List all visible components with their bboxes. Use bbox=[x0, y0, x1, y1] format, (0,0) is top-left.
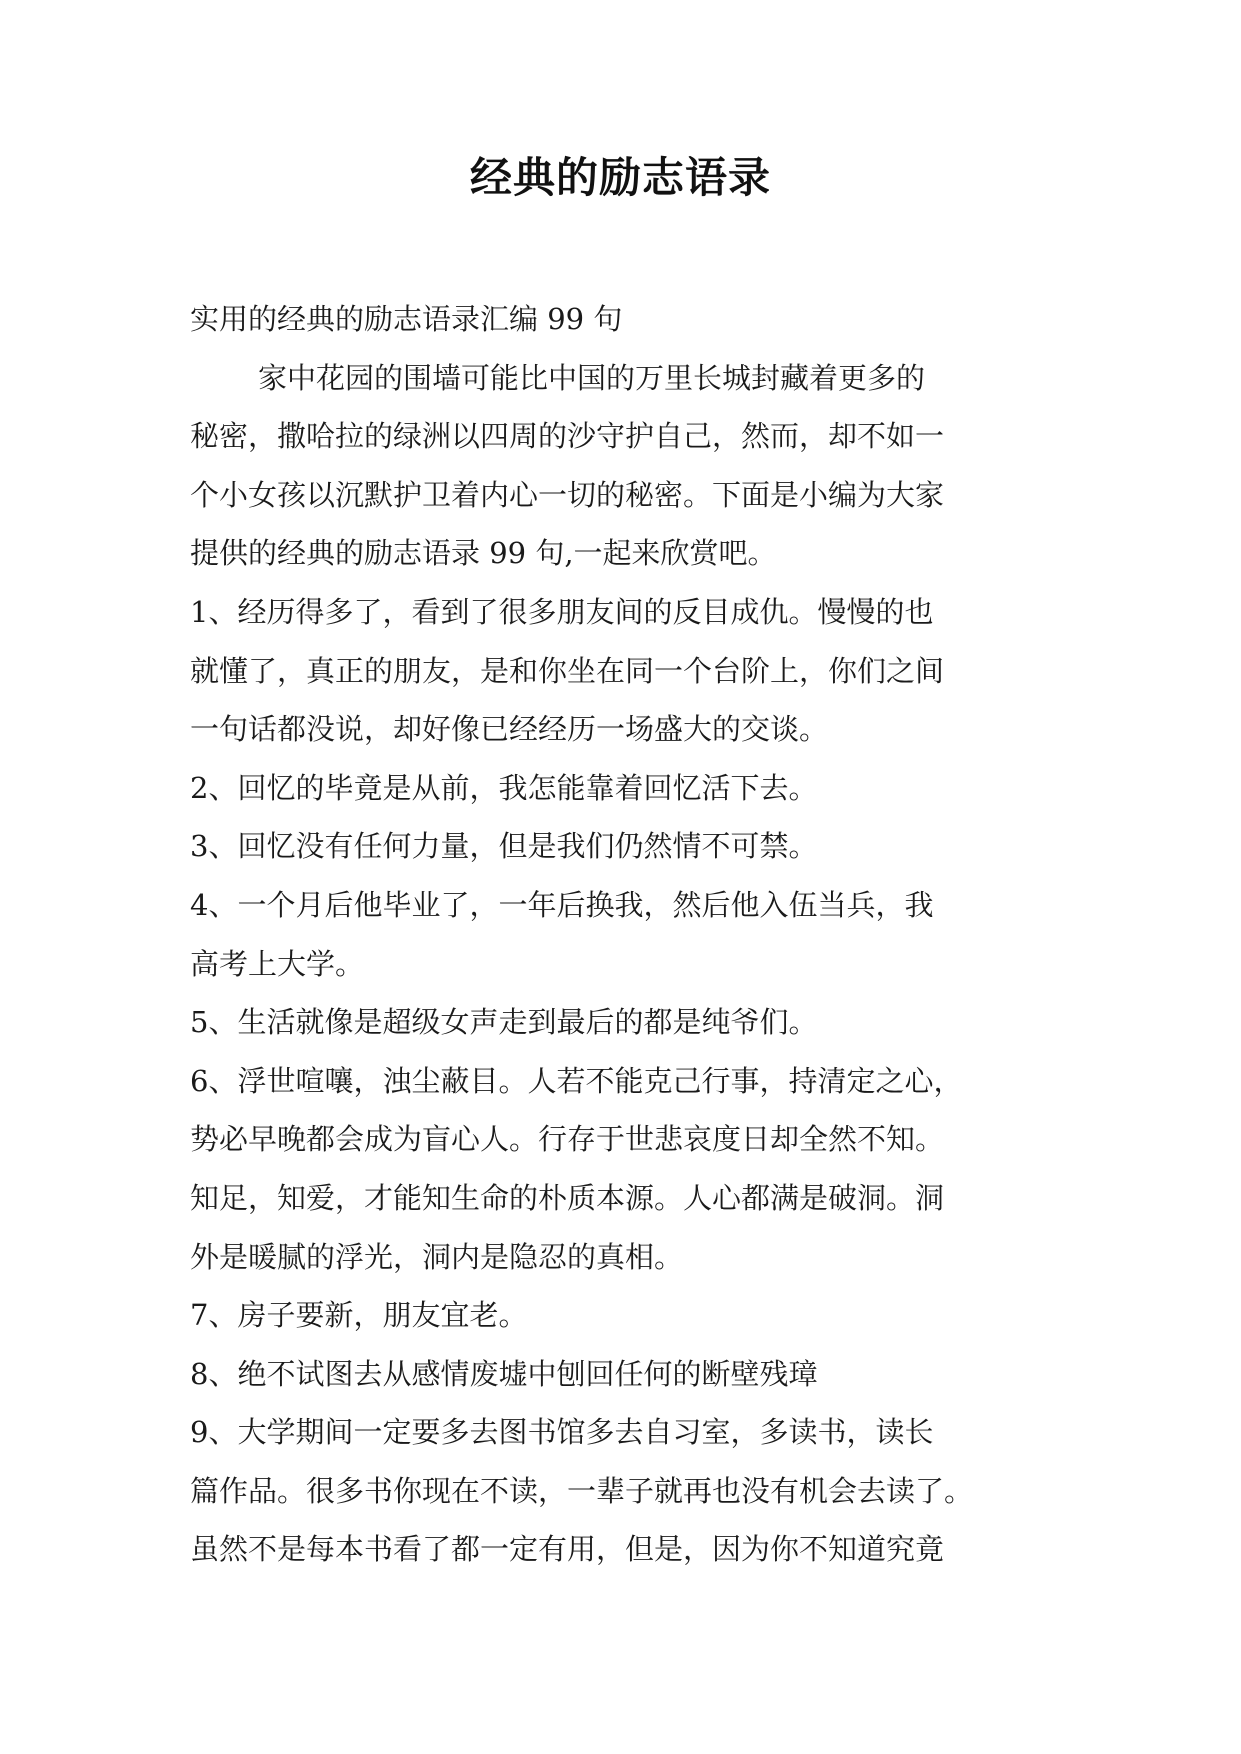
document-title: 经典的励志语录 bbox=[469, 153, 771, 202]
quote-line: 5、生活就像是超级女声走到最后的都是纯爷们。 bbox=[190, 1005, 818, 1040]
quote-line: 4、一个月后他毕业了，一年后换我，然后他入伍当兵，我 bbox=[190, 887, 934, 922]
quote-line: 1、经历得多了，看到了很多朋友间的反目成仇。慢慢的也 bbox=[190, 594, 934, 629]
quote-line: 知足，知爱，才能知生命的朴质本源。人心都满是破洞。洞 bbox=[190, 1180, 945, 1215]
quote-line: 6、浮世喧嚷，浊尘蔽目。人若不能克己行事，持清定之心， bbox=[190, 1063, 963, 1098]
quote-line: 篇作品。很多书你现在不读，一辈子就再也没有机会去读了。 bbox=[190, 1473, 974, 1508]
intro-paragraph-line: 提供的经典的励志语录 99 句,一起来欣赏吧。 bbox=[190, 536, 777, 571]
quote-line: 8、绝不试图去从感情废墟中刨回任何的断壁残璋 bbox=[190, 1356, 818, 1391]
intro-paragraph-line: 家中花园的围墙可能比中国的万里长城封藏着更多的 bbox=[258, 360, 926, 395]
intro-paragraph-line: 秘密，撒哈拉的绿洲以四周的沙守护自己，然而，却不如一 bbox=[190, 419, 945, 454]
quote-line: 就懂了，真正的朋友，是和你坐在同一个台阶上，你们之间 bbox=[190, 653, 945, 688]
quote-line: 一句话都没说，却好像已经经历一场盛大的交谈。 bbox=[190, 712, 829, 747]
quote-line: 虽然不是每本书看了都一定有用，但是，因为你不知道究竟 bbox=[190, 1532, 945, 1567]
intro-paragraph-line: 个小女孩以沉默护卫着内心一切的秘密。下面是小编为大家 bbox=[190, 477, 945, 512]
quote-line: 2、回忆的毕竟是从前，我怎能靠着回忆活下去。 bbox=[190, 770, 818, 805]
quote-line: 9、大学期间一定要多去图书馆多去自习室，多读书，读长 bbox=[190, 1415, 934, 1450]
quote-line: 7、房子要新，朋友宜老。 bbox=[190, 1298, 528, 1333]
document-body bbox=[190, 290, 1050, 1579]
quote-line: 外是暖腻的浮光，洞内是隐忍的真相。 bbox=[190, 1239, 684, 1274]
quote-line: 势必早晚都会成为盲心人。行存于世悲哀度日却全然不知。 bbox=[190, 1122, 945, 1157]
subtitle-line: 实用的经典的励志语录汇编 99 句 bbox=[190, 302, 623, 336]
quote-line: 3、回忆没有任何力量，但是我们仍然情不可禁。 bbox=[190, 829, 818, 864]
quote-line: 高考上大学。 bbox=[190, 946, 365, 981]
